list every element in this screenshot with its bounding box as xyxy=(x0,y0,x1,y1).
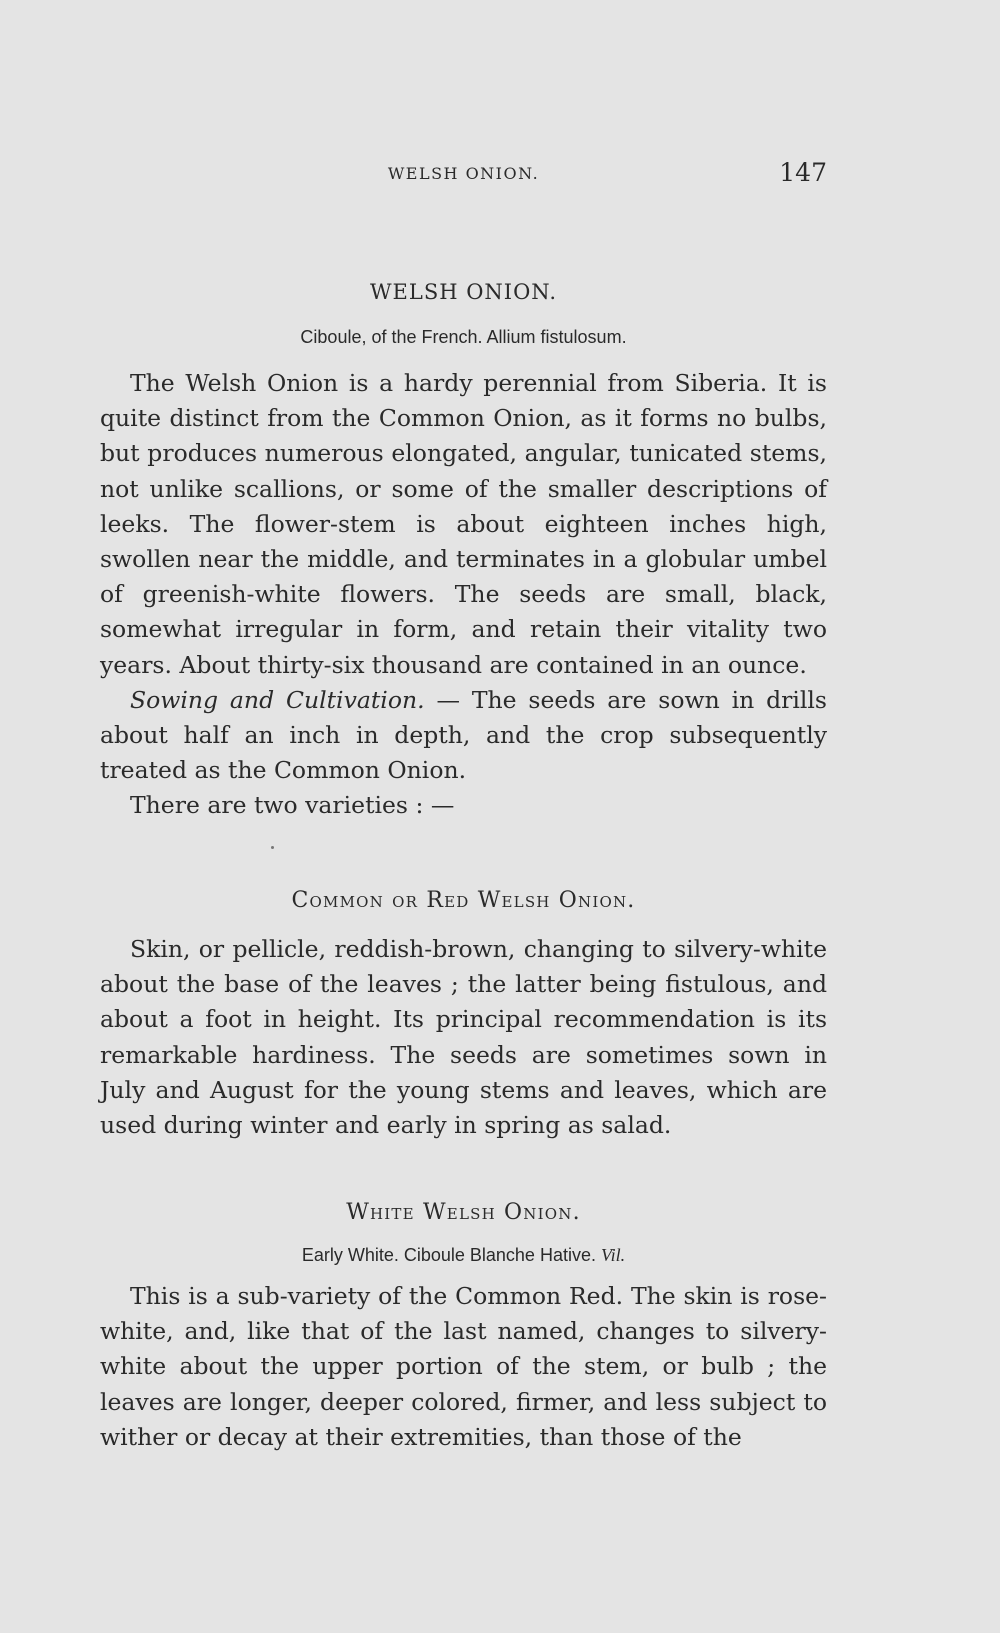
common-variety-title: Common or Red Welsh Onion. xyxy=(291,888,636,913)
main-entry-description: The Welsh Onion is a hardy perennial from Siberia. It is quite distinct from the Common Onion, as it forms no bulbs, but produces numerous elongated, angular, tunicated stems, not unlike scallions, or some of the smaller descriptions of leeks. The flower-stem is about eighteen inches high, swollen near the middle, and terminates in a globular umbel of greenish-white flowers. The seeds are small, black, somewhat irregular in form, and retain their vitality two years. About thirty-six thousand are contained in an ounce. xyxy=(100,369,827,679)
white-variety-title: White Welsh Onion. xyxy=(346,1200,581,1225)
main-entry-title: WELSH ONION. xyxy=(369,280,558,304)
running-title: WELSH ONION. xyxy=(387,164,540,183)
sowing-paragraph xyxy=(100,683,827,789)
varieties-intro: There are two varieties : — xyxy=(130,791,455,819)
sowing-label: Sowing and Cultivation. xyxy=(130,686,425,714)
page-number: 147 xyxy=(779,158,827,187)
white-variety-synonyms-text: Early White. Ciboule Blanche Hative. xyxy=(301,1245,596,1265)
white-variety-source: Vil. xyxy=(600,1245,626,1265)
white-variety-synonyms xyxy=(100,1245,827,1266)
sowing-text: — The seeds are sown in drills about half an inch in depth, and the crop subsequently treated as the Common Onion. xyxy=(100,686,827,785)
running-head xyxy=(100,158,827,188)
ink-speck xyxy=(271,846,274,849)
common-variety-description: Skin, or pellicle, reddish-brown, changing to silvery-white about the base of the leaves ; the latter being fistulous, and about a foot in height. Its principal recommendation is its remarkable hardiness. The seeds are sometimes sown in July and August for the young stems and leaves, which are used during winter and early in spring as salad. xyxy=(100,935,827,1140)
main-entry-synonyms: Ciboule, of the French. Allium fistulosum. xyxy=(300,327,627,347)
white-variety-description: This is a sub-variety of the Common Red. The skin is rose-white, and, like that of the last named, changes to silvery-white about the upper portion of the stem, or bulb ; the leaves are longer, deeper colored, firmer, and less subject to wither or decay at their extremities, than those of the xyxy=(100,1282,827,1451)
